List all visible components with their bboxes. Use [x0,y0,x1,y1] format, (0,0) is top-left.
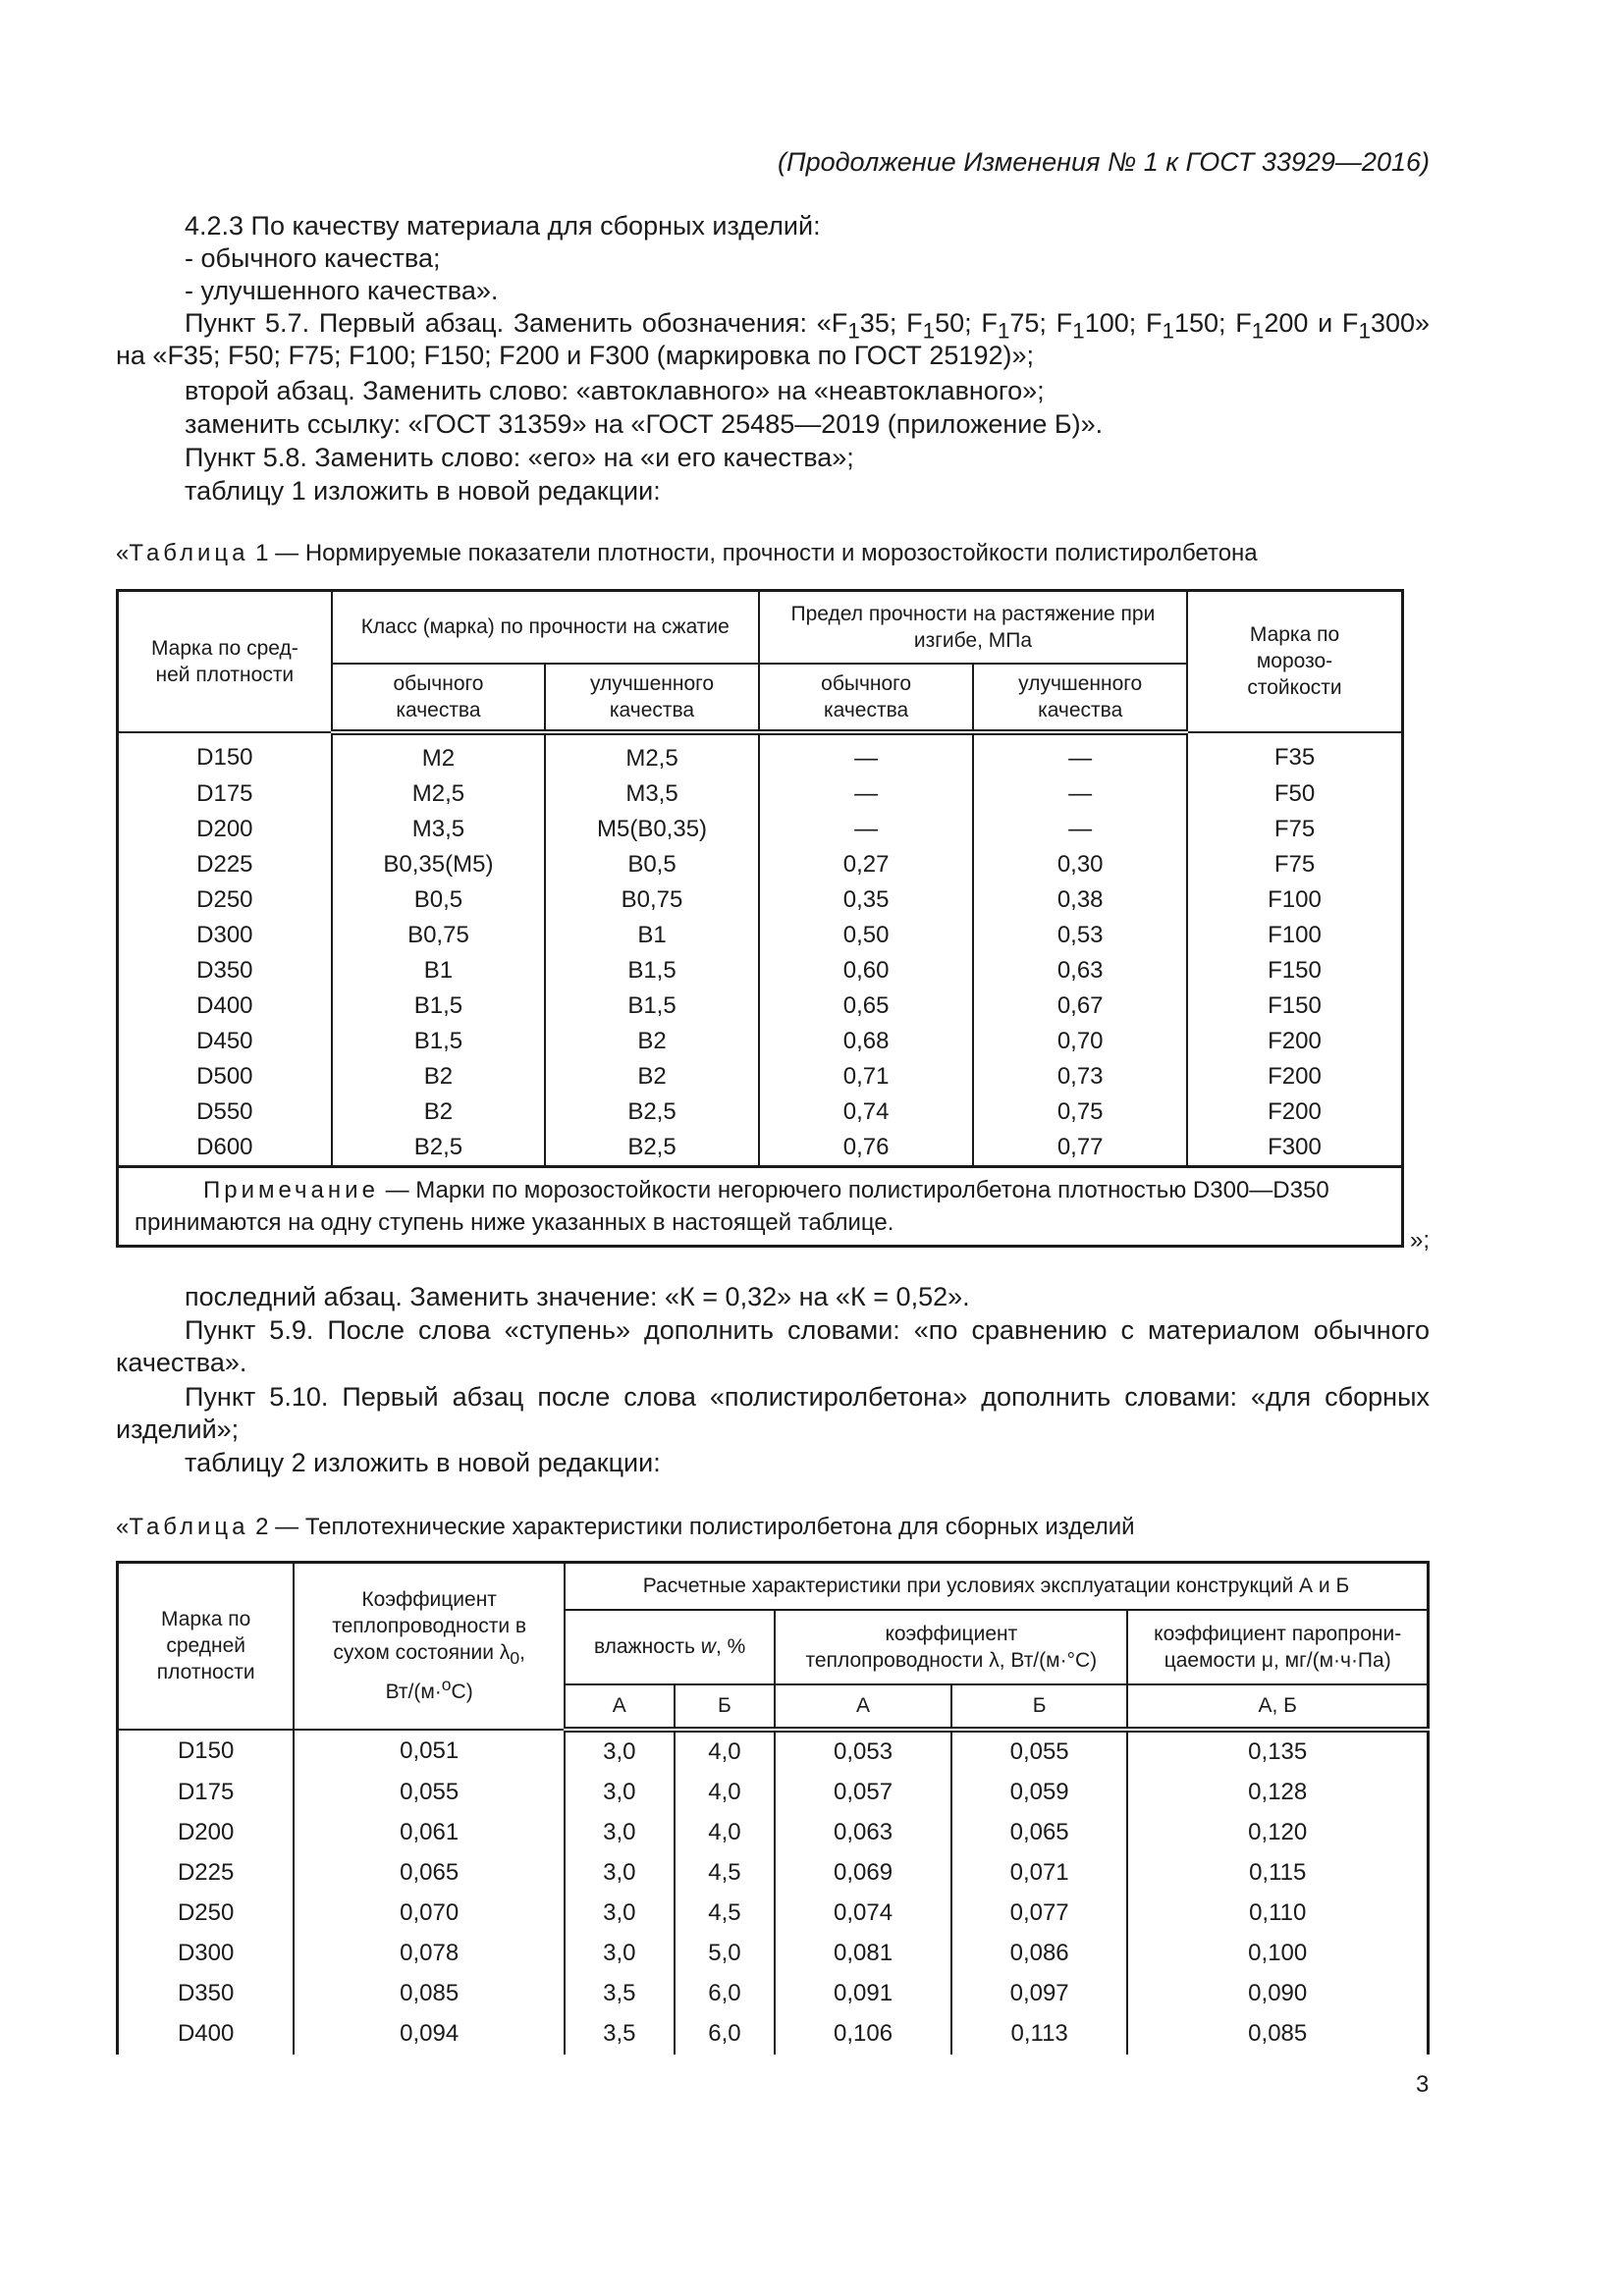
t1-header-normal: обычного качества [759,664,974,732]
table-cell: D350 [118,1974,295,2014]
table-cell: B2 [545,1059,759,1095]
table2-caption: «Таблица 2 — Теплотехнические характеристики полистиролбетона для сборных изделий [116,1514,1135,1540]
table-cell: 0,63 [973,953,1187,988]
table-cell: F300 [1187,1130,1403,1167]
table-cell: 0,059 [951,1773,1128,1813]
table-cell: 4,5 [675,1894,776,1934]
table-cell: D250 [118,882,332,918]
table-row [118,1813,1429,1853]
table-cell: — [759,776,974,812]
table-cell: D175 [118,776,332,812]
paragraph: изделий»; [116,1415,240,1444]
paragraph: 4.2.3 По качеству материала для сборных изделий: [185,211,821,240]
table-cell: 0,113 [951,2014,1128,2055]
table-cell: B1,5 [332,1024,546,1059]
table-cell: 0,50 [759,918,974,953]
paragraph: Пункт 5.8. Заменить слово: «его» на «и его качества»; [185,443,854,472]
table-cell: B2,5 [545,1130,759,1167]
table-cell: 0,074 [775,1894,951,1934]
table-cell: 4,0 [675,1773,776,1813]
t1-note: Примечание — Марки по морозостойкости негорючего полистиролбетона плотностью D300—D350 принимаются на одну ступень ниже указанных в настоящей таблице. [118,1166,1403,1246]
table-cell: M2 [332,732,546,776]
table-cell: 0,057 [775,1773,951,1813]
table-cell: 0,67 [973,988,1187,1024]
table-row [118,1974,1429,2014]
table-cell: M2,5 [332,776,546,812]
table-cell: B1 [332,953,546,988]
table-cell: D500 [118,1059,332,1095]
table-cell: D550 [118,1095,332,1130]
table-cell: — [759,732,974,776]
table-cell: D200 [118,812,332,847]
table-cell: D350 [118,953,332,988]
table-cell: B0,75 [545,882,759,918]
table-cell: F35 [1187,732,1403,776]
t2-header-a: А [565,1684,675,1730]
table-cell: B0,5 [545,847,759,882]
table1 [116,589,1404,1248]
table-cell: 0,73 [973,1059,1187,1095]
table-cell: — [973,812,1187,847]
table-cell: 0,70 [973,1024,1187,1059]
table-cell: 0,063 [775,1813,951,1853]
table-cell: 0,77 [973,1130,1187,1167]
table-cell: 0,53 [973,918,1187,953]
table-cell: 4,0 [675,1813,776,1853]
table-row [118,1934,1429,1974]
table-row [118,1024,1403,1059]
table-cell: 0,120 [1127,1813,1428,1853]
table-cell: 0,60 [759,953,974,988]
table-cell: D600 [118,1130,332,1167]
table-cell: 0,106 [775,2014,951,2055]
table-cell: 3,0 [565,1773,675,1813]
table-cell: 4,0 [675,1730,776,1773]
table-cell: 0,35 [759,882,974,918]
table-row [118,953,1403,988]
table-cell: D150 [118,732,332,776]
table-row [118,988,1403,1024]
paragraph: Пункт 5.10. Первый абзац после слова «полистиролбетона» дополнить словами: «для сборных [185,1382,1430,1412]
table-cell: D250 [118,1894,295,1934]
table-cell: F100 [1187,882,1403,918]
table-cell: M5(B0,35) [545,812,759,847]
table1-caption: «Таблица 1 — Нормируемые показатели плотности, прочности и морозостойкости полистиролбетона [116,540,1258,566]
table-row [118,776,1403,812]
page-number: 3 [1416,2071,1430,2098]
table-cell: F200 [1187,1095,1403,1130]
table-row [118,1059,1403,1095]
table-cell: 0,094 [294,2014,565,2055]
table-cell: D150 [118,1730,295,1773]
table-cell: F150 [1187,988,1403,1024]
table-row [118,2014,1429,2055]
paragraph: на «F35; F50; F75; F100; F150; F200 и F300 (маркировка по ГОСТ 25192)»; [116,341,1034,370]
table-cell: M3,5 [332,812,546,847]
table-row [118,1773,1429,1813]
table-cell: 0,30 [973,847,1187,882]
t1-header-improved: улучшенного качества [545,664,759,732]
table-row [118,847,1403,882]
table-row [118,1730,1429,1773]
table-cell: 0,053 [775,1730,951,1773]
table-cell: 0,055 [951,1730,1128,1773]
table-cell: M3,5 [545,776,759,812]
table-cell: — [973,776,1187,812]
table-cell: 0,38 [973,882,1187,918]
table-cell: 0,110 [1127,1894,1428,1934]
t2-header-b: Б [951,1684,1128,1730]
table-cell: B2 [332,1095,546,1130]
table-cell: 0,135 [1127,1730,1428,1773]
table-cell: 3,0 [565,1894,675,1934]
table-cell: D450 [118,1024,332,1059]
table-cell: 0,74 [759,1095,974,1130]
table-cell: D400 [118,2014,295,2055]
table-cell: F75 [1187,847,1403,882]
table-cell: D200 [118,1813,295,1853]
table-cell: F150 [1187,953,1403,988]
table-cell: D225 [118,1853,295,1894]
table-cell: 0,071 [951,1853,1128,1894]
paragraph: последний абзац. Заменить значение: «К = 0,32» на «К = 0,52». [185,1282,970,1311]
paragraph: - улучшенного качества». [185,276,499,305]
table-cell: B2,5 [545,1095,759,1130]
table-cell: — [973,732,1187,776]
table2 [116,1561,1430,2055]
table-cell: 0,68 [759,1024,974,1059]
table-cell: 3,0 [565,1813,675,1853]
table-cell: D400 [118,988,332,1024]
table-cell: 6,0 [675,1974,776,2014]
table-cell: 0,081 [775,1934,951,1974]
table-cell: 0,27 [759,847,974,882]
table-cell: 3,0 [565,1934,675,1974]
table-row [118,918,1403,953]
table-cell: F50 [1187,776,1403,812]
t2-header-b: Б [675,1684,776,1730]
t2-header-ab: А, Б [1127,1684,1428,1730]
table-cell: B1 [545,918,759,953]
paragraph: таблицу 2 изложить в новой редакции: [185,1448,661,1477]
table-cell: 0,051 [294,1730,565,1773]
table-cell: 0,091 [775,1974,951,2014]
table-cell: F75 [1187,812,1403,847]
t2-header-vapor-perm: коэффициент паропрони- цаемости μ, мг/(м·ч·Па) [1127,1610,1428,1684]
table-row [118,1853,1429,1894]
t2-header-dry-coef: Коэффициент теплопроводности в сухом состоянии $\lambda_0$, Вт/(м·$^о$С) [294,1563,565,1730]
table-cell: 5,0 [675,1934,776,1974]
table-cell: B1,5 [545,988,759,1024]
table-cell: B0,35(M5) [332,847,546,882]
table-cell: 3,5 [565,1974,675,2014]
table-cell: 0,061 [294,1813,565,1853]
table-cell: F200 [1187,1024,1403,1059]
table-cell: 0,065 [294,1853,565,1894]
table-cell: 0,128 [1127,1773,1428,1813]
table-cell: 0,71 [759,1059,974,1095]
table-cell: 0,077 [951,1894,1128,1934]
t2-header-humidity: влажность w, % [565,1610,775,1684]
table-cell: F200 [1187,1059,1403,1095]
table-cell: D300 [118,918,332,953]
t2-header-density: Марка по средней плотности [118,1563,295,1730]
table-cell: 0,078 [294,1934,565,1974]
table-cell: M2,5 [545,732,759,776]
paragraph: второй абзац. Заменить слово: «автоклавного» на «неавтоклавного»; [185,376,1045,405]
table-cell: D225 [118,847,332,882]
table-cell: 0,65 [759,988,974,1024]
table-row [118,1894,1429,1934]
table-cell: 0,085 [294,1974,565,2014]
table-row [118,882,1403,918]
paragraph: качества». [116,1348,247,1377]
table-cell: B1,5 [545,953,759,988]
table1-end-quote: »; [1410,1227,1431,1254]
t2-header-thermal-cond: коэффициент теплопроводности λ, Вт/(м·°С) [775,1610,1127,1684]
table-cell: 0,097 [951,1974,1128,2014]
table-cell: 0,75 [973,1095,1187,1130]
table-cell: B0,75 [332,918,546,953]
table-cell: — [759,812,974,847]
table-row [118,1095,1403,1130]
table-cell: 0,085 [1127,2014,1428,2055]
table-cell: F100 [1187,918,1403,953]
table-cell: 0,086 [951,1934,1128,1974]
t2-header-a: А [775,1684,951,1730]
t1-header-frost: Марка по морозо- стойкости [1187,591,1403,732]
table-cell: B1,5 [332,988,546,1024]
table-cell: 0,065 [951,1813,1128,1853]
table-cell: B2 [545,1024,759,1059]
table-cell: 0,115 [1127,1853,1428,1894]
table-row [118,732,1403,776]
table-cell: D300 [118,1934,295,1974]
paragraph: Пункт 5.9. После слова «ступень» дополнить словами: «по сравнению с материалом обычного [185,1315,1430,1345]
table-row [118,1130,1403,1167]
table-cell: 0,070 [294,1894,565,1934]
table-row [118,812,1403,847]
table-cell: 3,5 [565,2014,675,2055]
table-cell: B2,5 [332,1130,546,1167]
paragraph-replace-designations: Пункт 5.7. Первый абзац. Заменить обозначения: «$F_135$; $F_150$; $F_175$; $F_1100$; $F_1150$; $F_1200$ и $F_1300$» [185,308,1431,344]
paragraph: заменить ссылку: «ГОСТ 31359» на «ГОСТ 25485—2019 (приложение Б)». [185,409,1104,439]
table-cell: 3,0 [565,1853,675,1894]
table-cell: 0,069 [775,1853,951,1894]
table-cell: B2 [332,1059,546,1095]
paragraph: - обычного качества; [185,243,441,273]
t1-header-density: Марка по сред- ней плотности [118,591,332,732]
table-cell: 3,0 [565,1730,675,1773]
t1-header-limit: Предел прочности на растяжение при изгибе, МПа [759,591,1187,664]
table-cell: D175 [118,1773,295,1813]
table-cell: B0,5 [332,882,546,918]
t1-header-class: Класс (марка) по прочности на сжатие [332,591,759,664]
table-cell: 6,0 [675,2014,776,2055]
t2-header-calc: Расчетные характеристики при условиях эксплуатации конструкций А и Б [565,1563,1429,1610]
table-cell: 0,100 [1127,1934,1428,1974]
table-cell: 0,090 [1127,1974,1428,2014]
paragraph: таблицу 1 изложить в новой редакции: [185,476,661,506]
table-cell: 4,5 [675,1853,776,1894]
table-cell: 0,76 [759,1130,974,1167]
t1-header-normal: обычного качества [332,664,546,732]
table-cell: 0,055 [294,1773,565,1813]
running-header: (Продолжение Изменения № 1 к ГОСТ 33929—2016) [778,147,1430,177]
t1-header-improved: улучшенного качества [973,664,1187,732]
